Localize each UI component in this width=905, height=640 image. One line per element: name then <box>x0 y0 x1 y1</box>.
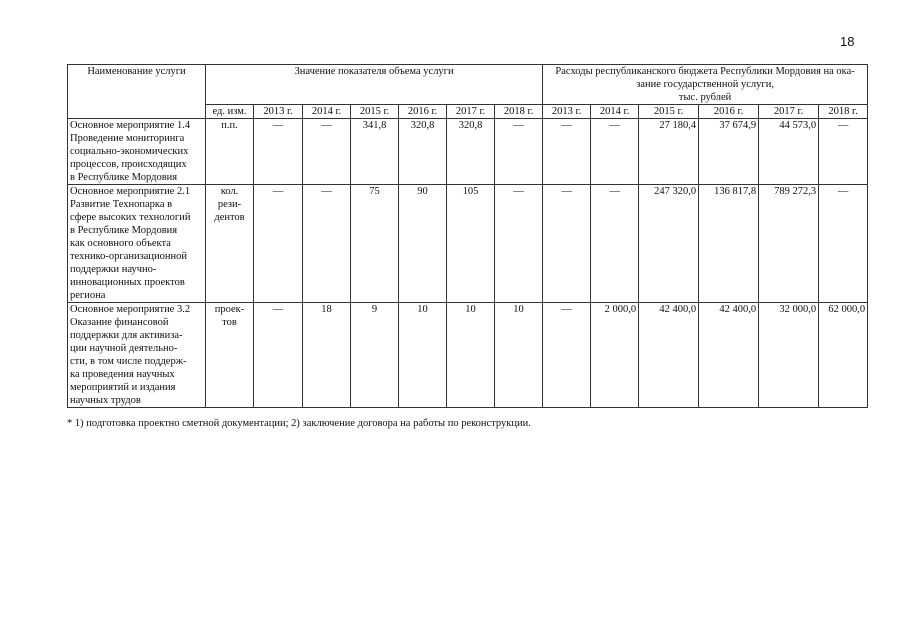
expense-cell: 42 400,0 <box>639 303 699 408</box>
name-line: ции научной деятельно- <box>70 343 178 354</box>
header-service-name: Наименование услуги <box>68 65 206 119</box>
volume-cell: 9 <box>351 303 399 408</box>
name-line: Развитие Технопарка в <box>70 199 173 210</box>
volume-cell: — <box>254 303 303 408</box>
expense-cell: — <box>819 185 868 303</box>
volume-cell: 341,8 <box>351 119 399 185</box>
expense-cell: 62 000,0 <box>819 303 868 408</box>
year-header: 2016 г. <box>699 105 759 119</box>
name-line: инновационных проектов <box>70 277 185 288</box>
year-header: 2017 г. <box>759 105 819 119</box>
services-table <box>67 64 868 408</box>
volume-cell: 105 <box>447 185 495 303</box>
expense-cell: 247 320,0 <box>639 185 699 303</box>
volume-cell: 320,8 <box>447 119 495 185</box>
table-row <box>68 185 868 303</box>
volume-cell: 320,8 <box>399 119 447 185</box>
year-header: 2016 г. <box>399 105 447 119</box>
name-line: поддержки научно- <box>70 264 157 275</box>
volume-cell: — <box>495 185 543 303</box>
volume-cell: — <box>303 119 351 185</box>
expense-cell: 37 674,9 <box>699 119 759 185</box>
name-line: региона <box>70 290 106 301</box>
year-header: 2013 г. <box>543 105 591 119</box>
header-volume: Значение показателя объема услуги <box>206 65 543 105</box>
header-expense <box>543 65 868 105</box>
year-header: 2015 г. <box>639 105 699 119</box>
unit-cell: проек-тов <box>206 303 254 408</box>
name-line: Оказание финансовой <box>70 317 169 328</box>
name-line: социально-экономических <box>70 146 189 157</box>
volume-cell: — <box>303 185 351 303</box>
expense-cell: — <box>543 185 591 303</box>
name-line: как основного объекта <box>70 238 171 249</box>
name-line: процессов, происходящих <box>70 159 187 170</box>
volume-cell: — <box>254 185 303 303</box>
name-line: в Республике Мордовия <box>70 225 178 236</box>
table-row <box>68 303 868 408</box>
year-header: 2013 г. <box>254 105 303 119</box>
volume-cell: — <box>254 119 303 185</box>
name-line: Основное мероприятие 1.4 <box>70 120 191 131</box>
name-line: технико-организационной <box>70 251 188 262</box>
expense-cell: 789 272,3 <box>759 185 819 303</box>
expense-cell: — <box>543 119 591 185</box>
expense-cell: — <box>591 185 639 303</box>
year-header: 2018 г. <box>819 105 868 119</box>
expense-cell: 44 573,0 <box>759 119 819 185</box>
table-row <box>68 119 868 185</box>
expense-cell: 32 000,0 <box>759 303 819 408</box>
name-line: научных трудов <box>70 395 141 406</box>
header-unit: ед. изм. <box>206 105 254 119</box>
name-line: поддержки для активиза- <box>70 330 183 341</box>
unit-cell: п.п. <box>206 119 254 185</box>
year-header: 2014 г. <box>591 105 639 119</box>
name-line: Основное мероприятие 3.2 <box>70 304 191 315</box>
volume-cell: 75 <box>351 185 399 303</box>
volume-cell: 18 <box>303 303 351 408</box>
name-line: мероприятий и издания <box>70 382 176 393</box>
year-header: 2017 г. <box>447 105 495 119</box>
name-line: сфере высоких технологий <box>70 212 191 223</box>
year-header: 2015 г. <box>351 105 399 119</box>
service-name-cell <box>68 303 206 408</box>
name-line: в Республике Мордовия <box>70 172 178 183</box>
expense-cell: — <box>543 303 591 408</box>
volume-cell: — <box>495 119 543 185</box>
name-line: ка проведения научных <box>70 369 175 380</box>
name-line: Проведение мониторинга <box>70 133 185 144</box>
volume-cell: 10 <box>495 303 543 408</box>
name-line: сти, в том числе поддерж- <box>70 356 187 367</box>
footnote: * 1) подготовка проектно сметной документации; 2) заключение договора на работы по реконструкции. <box>67 418 531 429</box>
expense-cell: 42 400,0 <box>699 303 759 408</box>
volume-cell: 10 <box>447 303 495 408</box>
header-expense-line1: Расходы республиканского бюджета Республики Мордовия на ока- <box>555 66 855 77</box>
expense-cell: — <box>819 119 868 185</box>
expense-cell: — <box>591 119 639 185</box>
page-number: 18 <box>840 34 855 49</box>
service-name-cell <box>68 185 206 303</box>
expense-cell: 136 817,8 <box>699 185 759 303</box>
volume-cell: 90 <box>399 185 447 303</box>
name-line: Основное мероприятие 2.1 <box>70 186 191 197</box>
service-name-cell <box>68 119 206 185</box>
header-expense-line2: зание государственной услуги, <box>636 79 774 90</box>
expense-cell: 27 180,4 <box>639 119 699 185</box>
year-header: 2018 г. <box>495 105 543 119</box>
volume-cell: 10 <box>399 303 447 408</box>
expense-cell: 2 000,0 <box>591 303 639 408</box>
year-header: 2014 г. <box>303 105 351 119</box>
header-expense-line3: тыс. рублей <box>678 92 732 103</box>
unit-cell: кол. рези-дентов <box>206 185 254 303</box>
